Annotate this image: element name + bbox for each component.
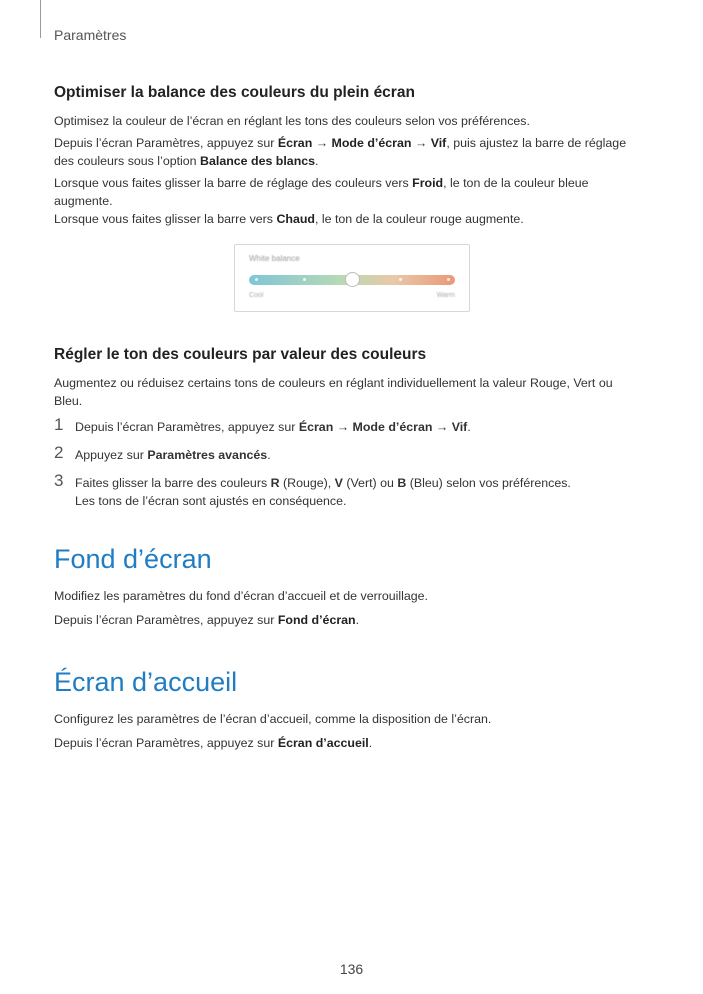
white-balance-screenshot: [234, 244, 470, 312]
ui-term-vif: Vif: [430, 136, 447, 150]
ui-term-chaud: Chaud: [276, 212, 315, 226]
step-number: 3: [54, 471, 64, 490]
slider-tick: [447, 278, 450, 281]
ui-term-balance-blancs: Balance des blancs: [200, 154, 316, 168]
wallpaper-intro: Modifiez les paramètres du fond d’écran d’accueil et de verrouillage.: [54, 589, 428, 603]
white-balance-warm-label: Warm: [436, 292, 455, 299]
tone-heading: Régler le ton des couleurs par valeur des couleurs: [54, 346, 427, 363]
step-result: Les tons de l’écran sont ajustés en conséquence.: [75, 494, 347, 508]
home-screen-instructions: Depuis l’écran Paramètres, appuyez sur Écran d’accueil.: [54, 736, 373, 750]
ui-term-v: V: [334, 476, 343, 490]
step-item: 1 Depuis l’écran Paramètres, appuyez sur Écran → Mode d’écran → Vif.: [54, 415, 471, 434]
slider-tick: [303, 278, 306, 281]
balance-intro: Optimisez la couleur de l’écran en réglant les tons des couleurs selon vos préférences.: [54, 114, 530, 128]
ui-term-r: R: [270, 476, 280, 490]
balance-instructions: Depuis l’écran Paramètres, appuyez sur Écran → Mode d’écran → Vif, puis ajustez la barre de réglage des couleurs sous l’option Balance des blancs.: [54, 136, 627, 168]
page-rule: [40, 0, 41, 38]
step-number: 2: [54, 443, 64, 462]
ui-term-vif: Vif: [451, 420, 468, 434]
white-balance-title: White balance: [249, 254, 300, 263]
ui-term-mode-ecran: Mode d’écran: [331, 136, 412, 150]
slider-tick: [255, 278, 258, 281]
page-content: [54, 84, 644, 756]
wallpaper-heading: Fond d’écran: [54, 544, 212, 574]
white-balance-slider-thumb: [345, 272, 360, 287]
home-screen-heading: Écran d’accueil: [54, 667, 238, 697]
page-number: 136: [339, 961, 364, 977]
step-item: 2 Appuyez sur Paramètres avancés.: [54, 443, 271, 462]
balance-heading: Optimiser la balance des couleurs du plein écran: [54, 84, 415, 101]
slider-tick: [399, 278, 402, 281]
ui-term-parametres-avances: Paramètres avancés: [147, 448, 268, 462]
balance-warm-note: Lorsque vous faites glisser la barre vers Chaud, le ton de la couleur rouge augmente.: [54, 212, 524, 226]
step-number: 1: [54, 415, 64, 434]
ui-term-ecran-accueil: Écran d’accueil: [277, 736, 369, 750]
home-screen-intro: Configurez les paramètres de l’écran d’accueil, comme la disposition de l’écran.: [54, 712, 492, 726]
ui-term-ecran: Écran: [298, 420, 334, 434]
running-header: Paramètres: [54, 27, 127, 43]
step-item: 3 Faites glisser la barre des couleurs R (Rouge), V (Vert) ou B (Bleu) selon vos préférences. Les tons de l’écran sont ajustés en conséquence.: [54, 471, 571, 508]
white-balance-cool-label: Cool: [249, 292, 264, 299]
wallpaper-instructions: Depuis l’écran Paramètres, appuyez sur Fond d’écran.: [54, 613, 360, 627]
ui-term-ecran: Écran: [277, 136, 313, 150]
tone-steps: [54, 415, 644, 510]
ui-term-froid: Froid: [412, 176, 444, 190]
balance-cool-note: Lorsque vous faites glisser la barre de réglage des couleurs vers Froid, le ton de la couleur bleue augmente.: [54, 176, 589, 208]
ui-term-mode-ecran: Mode d’écran: [352, 420, 433, 434]
tone-intro: Augmentez ou réduisez certains tons de couleurs en réglant individuellement la valeur Rouge, Vert ou Bleu.: [54, 376, 613, 408]
ui-term-b: B: [397, 476, 407, 490]
ui-term-fond-ecran: Fond d’écran: [277, 613, 356, 627]
